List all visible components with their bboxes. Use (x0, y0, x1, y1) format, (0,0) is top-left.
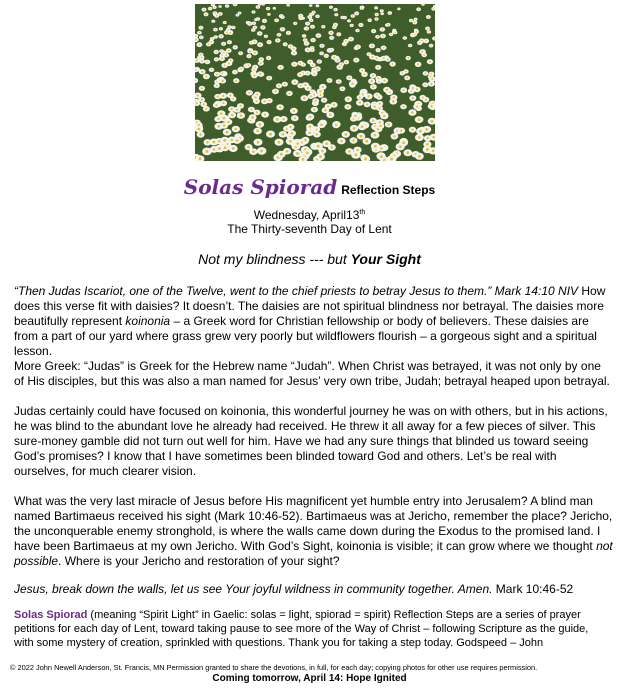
p1-text-b: – a Greek word for Christian fellowship or body of believers. These daisies are from a part of our yard where grass grew very poorly but wildflowers flourish – a gorgeous sight and a spiritual lesson. (14, 314, 597, 358)
paragraph-2: More Greek: “Judas” is Greek for the Hebrew name “Judah”. When Christ was betrayed, it was not only by one of His disciples, but this was also a man named for Jesus’ very own tribe, Judah; betrayal heaped upon betrayal. (14, 359, 610, 388)
p4-text-b: . Where is your Jericho and restoration of your sight? (58, 554, 340, 568)
paragraph-4 (14, 494, 614, 569)
date-text: Wednesday, April13 (253, 208, 360, 222)
prayer-reference: Mark 10:46-52 (492, 582, 574, 596)
copyright-notice: © 2022 John Newell Anderson, St. Francis, MN Permission granted to share the devotions, in full, for each day; copying photos for other use requires permission. (10, 663, 538, 672)
about-text: (meaning “Spirit Light” in Gaelic: solas = light, spiorad = spirit) Reflection Steps are a series of prayer petitions for each day of Lent, toward taking pause to see more of the Way of Christ – following Scripture as the guide, with some mystery of creation, sprinkled with questions. Thank you for taking a step today. Godspeed – John (14, 609, 589, 649)
coming-tomorrow: Coming tomorrow, April 14: Hope Ignited (212, 673, 407, 684)
subtitle-bold: Your Sight (350, 251, 421, 267)
p1-text-a: How does this verse fit with daisies? It doesn’t. The daisies are not spiritual blindness nor betrayal. The daisies more beautifully represent (14, 284, 606, 328)
brand-title: Solas Spiorad (183, 175, 338, 199)
p4-text-a: What was the very last miracle of Jesus before His magnificent yet humble entry into Jerusalem? A blind man named Bartimaeus received his sight (Mark 10:46-52). Bartimaeus was at Jericho, remember the place? Jericho, the unconquerable enemy stronghold, is where the walls came down during the Exodus to the promised land. I have been Bartimaeus at my own Jericho. With God’s Sight, koinonia is visible; it can grow where we thought (14, 494, 613, 553)
prayer-text: Jesus, break down the walls, let us see Your joyful wildness in community together. Amen. (14, 582, 493, 596)
subtitle-plain: Not my blindness --- but (198, 251, 351, 267)
lent-day: The Thirty-seventh Day of Lent (227, 222, 392, 236)
subtitle (0, 251, 619, 267)
reflection-steps-label: Reflection Steps (341, 183, 436, 197)
koinonia-term: koinonia (125, 314, 171, 328)
paragraph-1 (14, 284, 614, 359)
daisy-photo (195, 4, 435, 161)
paragraph-about (14, 608, 610, 650)
scripture-quote: “Then Judas Iscariot, one of the Twelve, went to the chief priests to betray Jesus to them.” Mark 14:10 NIV (14, 284, 579, 298)
about-brand: Solas Spiorad (14, 609, 88, 621)
paragraph-prayer (14, 582, 614, 597)
daisy-field-image (195, 4, 435, 161)
date-suffix: th (359, 209, 366, 216)
title-row (0, 175, 619, 199)
p4-emphasis: not possible (14, 539, 613, 568)
paragraph-3: Judas certainly could have focused on koinonia, this wonderful journey he was on with others, but in his actions, he was blind to the abundant love he already had received. He threw it all away for a few pieces of silver. This sure-money gamble did not turn out well for him. Have we had any sure things that blinded us toward seeing God’s promises? I know that I have sometimes been blinded toward God and others. Let’s be real with ourselves, for much clearer vision. (14, 404, 608, 478)
